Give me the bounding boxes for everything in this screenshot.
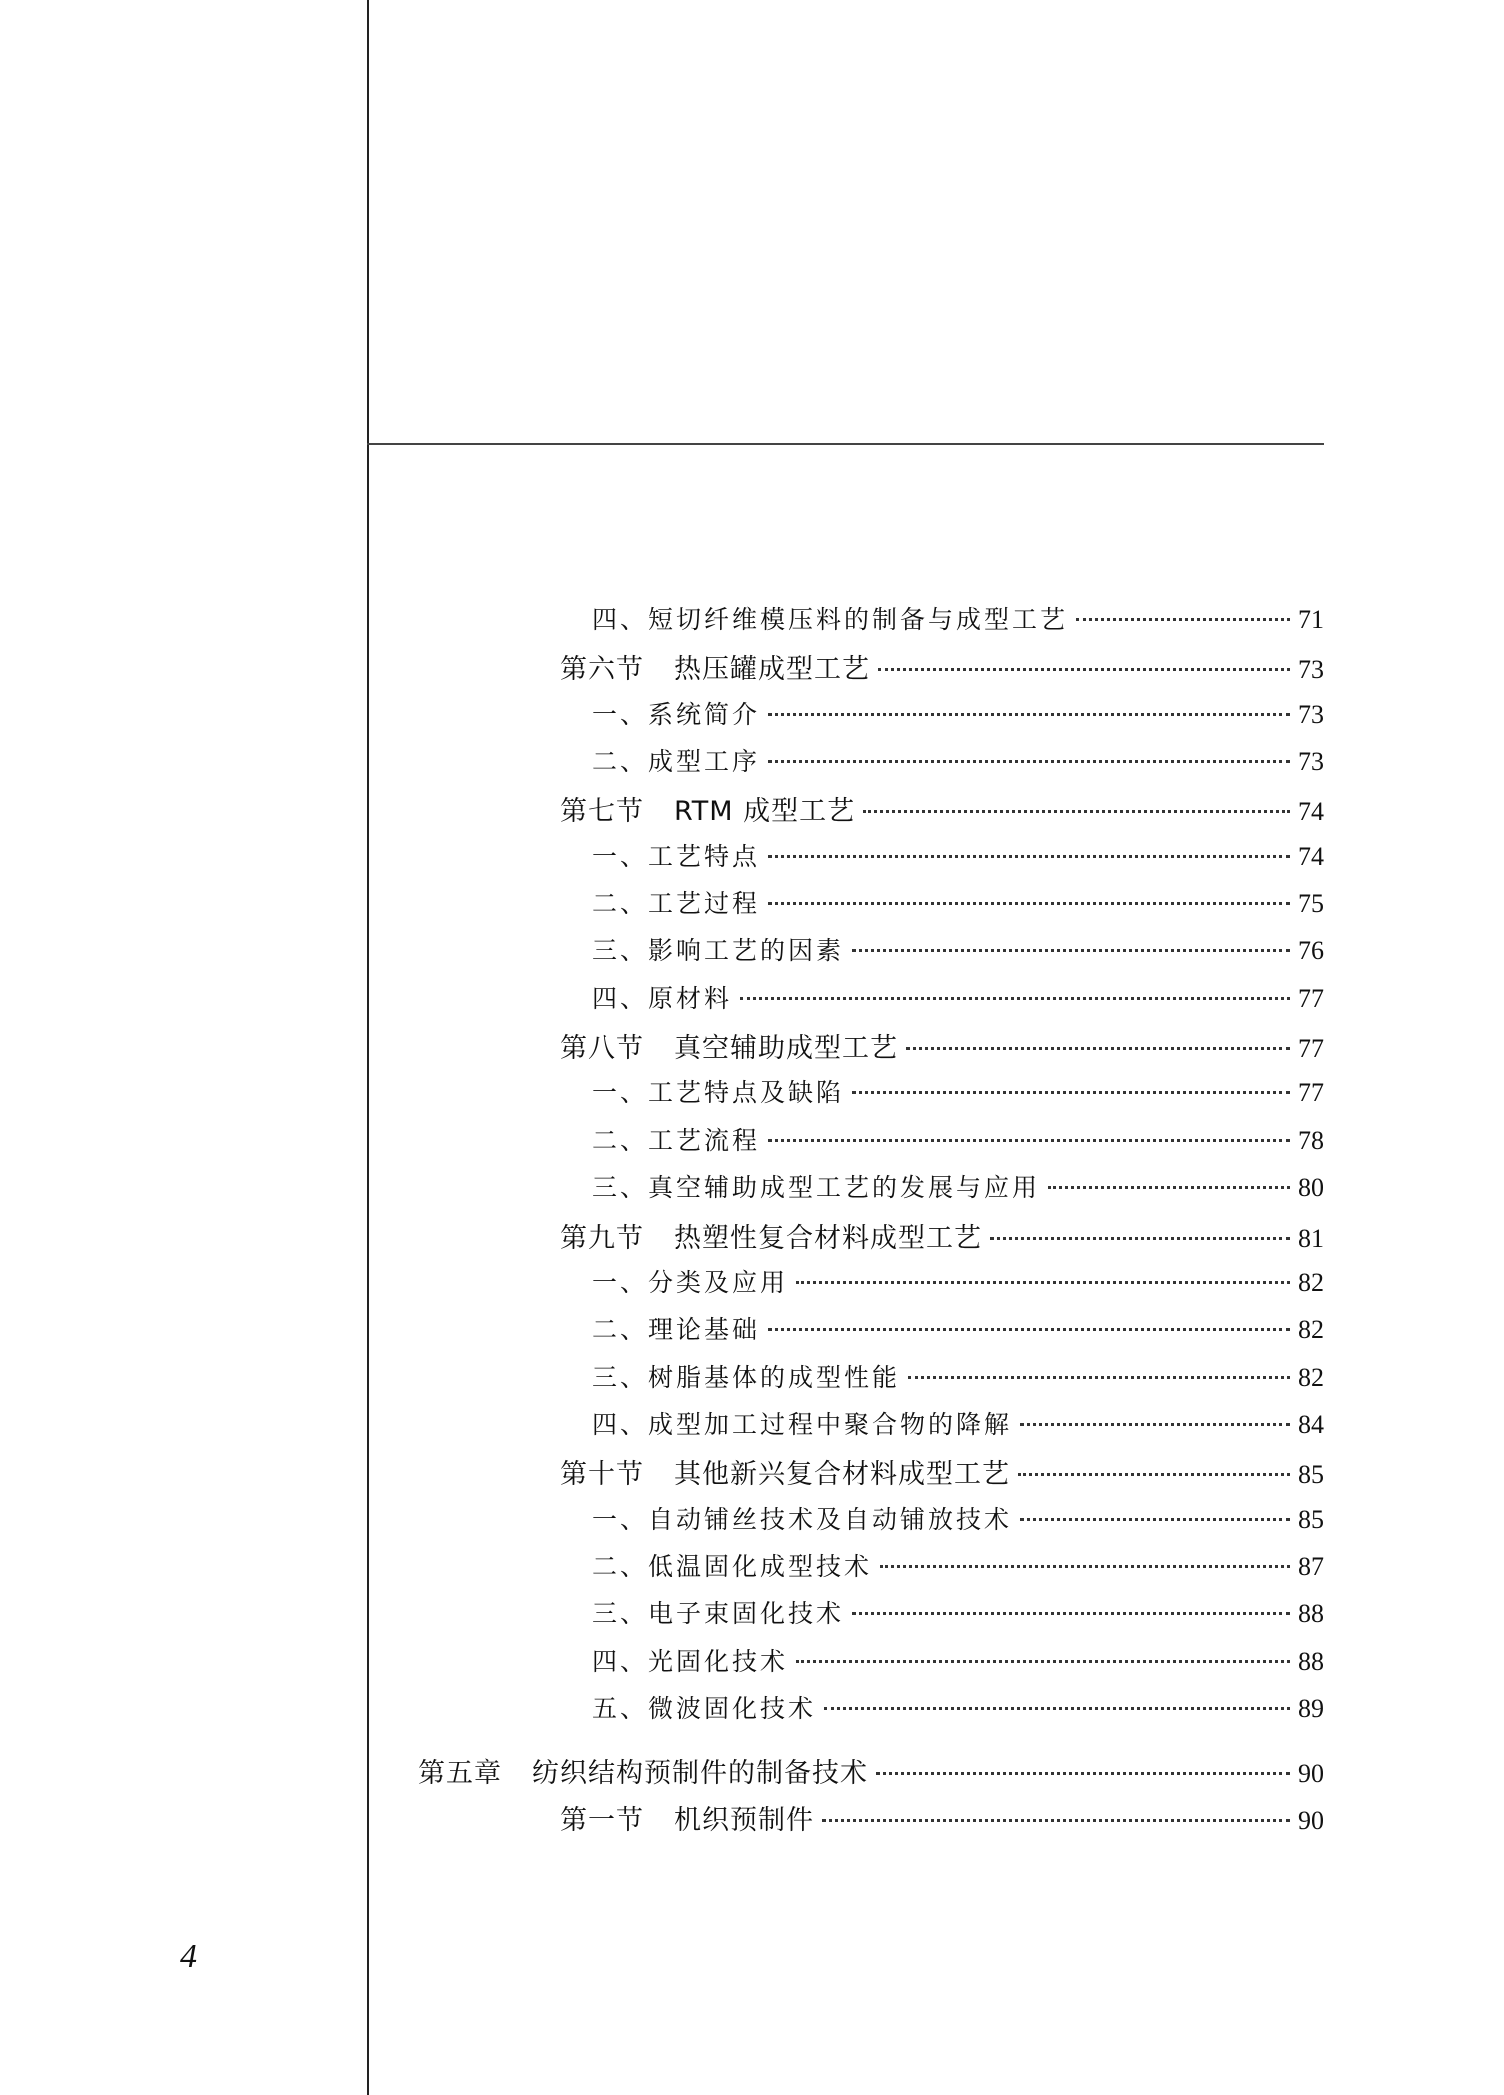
leader-dots <box>796 1281 1290 1284</box>
toc-entry <box>592 600 1324 640</box>
section-number: 第九节 <box>560 1223 644 1254</box>
leader-dots <box>852 1091 1290 1094</box>
leader-dots <box>1020 1423 1290 1426</box>
toc-entry <box>560 1798 1324 1838</box>
toc-entry <box>592 1263 1324 1303</box>
toc-entry <box>592 1073 1324 1113</box>
entry-title: 其他新兴复合材料成型工艺 <box>674 1459 1010 1490</box>
section-number: 第十节 <box>560 1459 644 1490</box>
entry-page: 74 <box>1298 842 1324 871</box>
entry-title: 三、影响工艺的因素 <box>592 936 845 965</box>
toc-entry <box>592 1689 1324 1729</box>
margin-vertical-rule <box>367 0 369 2095</box>
chapter-number: 第五章 <box>418 1758 502 1789</box>
entry-page: 77 <box>1298 984 1324 1013</box>
leader-dots <box>908 1376 1290 1379</box>
entry-title: 四、原材料 <box>592 984 733 1013</box>
entry-page: 88 <box>1298 1647 1324 1676</box>
entry-title: 一、工艺特点及缺陷 <box>592 1078 845 1107</box>
leader-dots <box>990 1237 1290 1240</box>
entry-title: 二、成型工序 <box>592 747 761 776</box>
toc-entry <box>592 1594 1324 1634</box>
entry-title: 五、微波固化技术 <box>592 1694 817 1723</box>
leader-dots <box>863 810 1290 813</box>
toc-entry <box>560 1216 1324 1256</box>
section-number: 第八节 <box>560 1033 644 1064</box>
toc-entry <box>592 884 1324 924</box>
leader-dots <box>1018 1473 1290 1476</box>
entry-title: 一、工艺特点 <box>592 842 761 871</box>
leader-dots <box>876 1772 1290 1775</box>
entry-title: 热塑性复合材料成型工艺 <box>674 1223 982 1254</box>
section-number: 第七节 <box>560 796 644 827</box>
leader-dots <box>822 1819 1290 1822</box>
toc-entry <box>592 1500 1324 1540</box>
entry-title: 一、分类及应用 <box>592 1268 789 1297</box>
toc-entry <box>592 931 1324 971</box>
entry-page: 81 <box>1298 1224 1324 1253</box>
leader-dots <box>824 1707 1290 1710</box>
toc-entry <box>560 1452 1324 1492</box>
leader-dots <box>1076 618 1290 621</box>
toc-entry <box>592 695 1324 735</box>
leader-dots <box>740 997 1290 1000</box>
entry-page: 73 <box>1298 700 1324 729</box>
toc-entry <box>592 1405 1324 1445</box>
entry-page: 75 <box>1298 889 1324 918</box>
entry-title: RTM 成型工艺 <box>674 796 856 827</box>
toc-entry <box>592 979 1324 1019</box>
entry-page: 73 <box>1298 747 1324 776</box>
leader-dots <box>1020 1518 1290 1521</box>
entry-title: 机织预制件 <box>674 1805 814 1836</box>
entry-page: 87 <box>1298 1552 1324 1581</box>
entry-page: 78 <box>1298 1126 1324 1155</box>
entry-title: 二、工艺流程 <box>592 1126 761 1155</box>
entry-title: 一、系统简介 <box>592 700 761 729</box>
page-number: 4 <box>180 1938 197 1975</box>
leader-dots <box>1048 1186 1290 1189</box>
toc-entry <box>592 742 1324 782</box>
header-horizontal-rule <box>367 443 1324 445</box>
toc-entry-chapter <box>418 1751 1324 1791</box>
leader-dots <box>768 855 1290 858</box>
entry-title: 二、工艺过程 <box>592 889 761 918</box>
entry-title: 热压罐成型工艺 <box>674 654 870 685</box>
entry-page: 82 <box>1298 1363 1324 1392</box>
entry-title: 三、树脂基体的成型性能 <box>592 1363 901 1392</box>
leader-dots <box>768 1328 1290 1331</box>
entry-page: 80 <box>1298 1173 1324 1202</box>
toc-entry <box>560 1026 1324 1066</box>
entry-page: 82 <box>1298 1268 1324 1297</box>
entry-page: 85 <box>1298 1460 1324 1489</box>
toc-entry <box>592 1358 1324 1398</box>
leader-dots <box>768 902 1290 905</box>
entry-title: 二、理论基础 <box>592 1315 761 1344</box>
toc-entry <box>592 1168 1324 1208</box>
entry-page: 84 <box>1298 1410 1324 1439</box>
entry-page: 82 <box>1298 1315 1324 1344</box>
entry-page: 85 <box>1298 1505 1324 1534</box>
entry-title: 三、真空辅助成型工艺的发展与应用 <box>592 1173 1041 1202</box>
toc-entry <box>560 789 1324 829</box>
leader-dots <box>768 760 1290 763</box>
leader-dots <box>796 1660 1290 1663</box>
entry-title: 四、短切纤维模压料的制备与成型工艺 <box>592 605 1069 634</box>
entry-page: 90 <box>1298 1759 1324 1788</box>
leader-dots <box>880 1565 1290 1568</box>
toc-entry <box>560 647 1324 687</box>
entry-page: 73 <box>1298 655 1324 684</box>
leader-dots <box>768 1139 1290 1142</box>
entry-page: 71 <box>1298 605 1324 634</box>
leader-dots <box>852 949 1290 952</box>
entry-page: 76 <box>1298 936 1324 965</box>
toc-entry <box>592 837 1324 877</box>
entry-title: 真空辅助成型工艺 <box>674 1033 898 1064</box>
entry-title: 纺织结构预制件的制备技术 <box>532 1758 868 1789</box>
entry-page: 90 <box>1298 1806 1324 1835</box>
entry-title: 二、低温固化成型技术 <box>592 1552 873 1581</box>
leader-dots <box>768 713 1290 716</box>
toc-entry <box>592 1310 1324 1350</box>
entry-title: 三、电子束固化技术 <box>592 1599 845 1628</box>
entry-page: 77 <box>1298 1078 1324 1107</box>
section-number: 第六节 <box>560 654 644 685</box>
leader-dots <box>878 668 1290 671</box>
entry-title: 一、自动铺丝技术及自动铺放技术 <box>592 1505 1013 1534</box>
entry-page: 89 <box>1298 1694 1324 1723</box>
toc-entry <box>592 1547 1324 1587</box>
entry-page: 77 <box>1298 1034 1324 1063</box>
entry-page: 88 <box>1298 1599 1324 1628</box>
entry-title: 四、成型加工过程中聚合物的降解 <box>592 1410 1013 1439</box>
entry-title: 四、光固化技术 <box>592 1647 789 1676</box>
toc-entry <box>592 1642 1324 1682</box>
toc-entry <box>592 1121 1324 1161</box>
entry-page: 74 <box>1298 797 1324 826</box>
leader-dots <box>906 1047 1290 1050</box>
section-number: 第一节 <box>560 1805 644 1836</box>
leader-dots <box>852 1612 1290 1615</box>
